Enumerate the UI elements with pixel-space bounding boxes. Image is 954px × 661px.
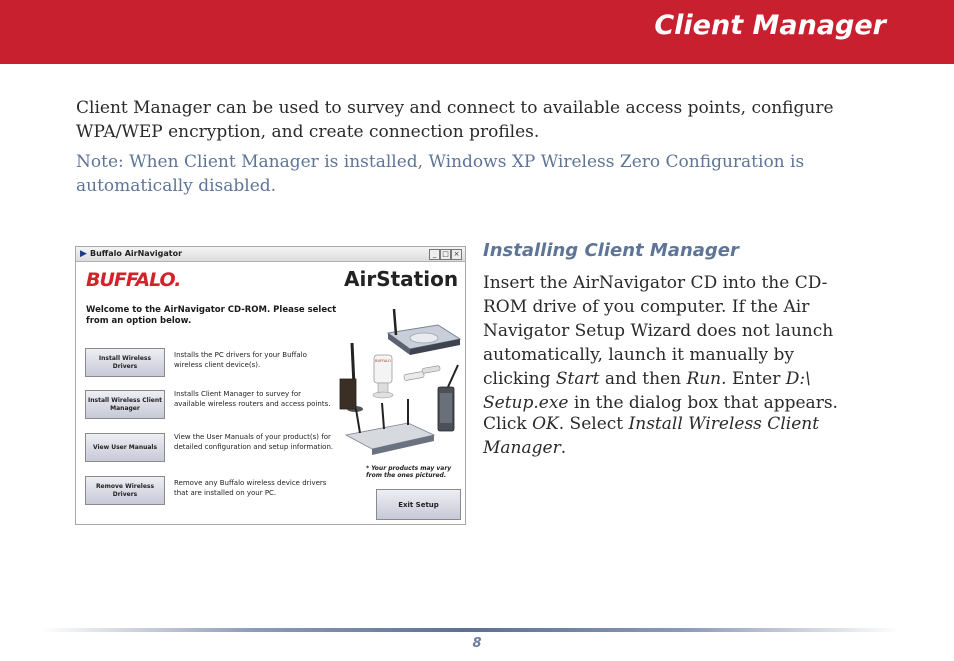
target-term: Install Wireless Client Manager <box>483 414 820 458</box>
footer-divider <box>40 628 900 632</box>
minimize-icon[interactable]: _ <box>429 249 440 260</box>
remove-wireless-drivers-button[interactable]: Remove Wireless Drivers <box>85 476 165 505</box>
note-paragraph: Note: When Client Manager is installed, Windows XP Wireless Zero Configuration is automatically disabled. <box>76 152 805 196</box>
page-title: Client Manager <box>654 10 886 41</box>
maximize-icon[interactable]: □ <box>440 249 451 260</box>
welcome-text: Welcome to the AirNavigator CD-ROM. Please select from an option below. <box>86 305 337 326</box>
view-user-manuals-button[interactable]: View User Manuals <box>85 433 165 462</box>
option-description: View the User Manuals of your product(s) for detailed configuration and setup information. <box>174 433 334 451</box>
page-number: 8 <box>472 636 482 651</box>
option-description: Installs the PC drivers for your Buffalo wireless client device(s). <box>174 351 307 369</box>
section-heading: Installing Client Manager <box>483 240 739 261</box>
close-icon[interactable]: × <box>451 249 462 260</box>
run-term: Run. <box>686 369 727 389</box>
install-instructions: Insert the AirNavigator CD into the CD-ROM drive of you computer. If the Air Navigator Setup Wizard does not launch automatically, launch it manually by clicking Start and then Run. Enter D:\ Setup.exe in the dialog box that appears. <box>483 273 838 413</box>
exit-setup-button[interactable]: Exit Setup <box>376 489 461 520</box>
click-instructions: Click OK. Select Install Wireless Client Manager. <box>483 414 820 458</box>
wireless-devices-image <box>338 295 464 465</box>
start-term: Start <box>555 369 600 389</box>
brand-logo: BUFFALO. <box>86 269 181 291</box>
option-description: Remove any Buffalo wireless device drivers that are installed on your PC. <box>174 479 327 497</box>
app-icon: ▶ <box>80 249 87 259</box>
install-wireless-drivers-button[interactable]: Install Wireless Drivers <box>85 348 165 377</box>
setup-path: D:\ Setup.exe <box>483 369 811 413</box>
airnavigator-screenshot <box>75 246 466 525</box>
intro-paragraph: Client Manager can be used to survey and connect to available access points, configure WPA/WEP encryption, and create connection profiles. <box>76 98 834 142</box>
ok-term: OK <box>532 414 559 434</box>
window-title: Buffalo AirNavigator <box>90 249 183 258</box>
disclaimer-text: * Your products may vary from the ones pictured. <box>366 465 452 479</box>
window-titlebar <box>76 247 465 262</box>
install-client-manager-button[interactable]: Install Wireless Client Manager <box>85 390 165 419</box>
header-bar <box>0 0 954 64</box>
product-logo: AirStation <box>344 267 459 291</box>
option-description: Installs Client Manager to survey for available wireless routers and access points. <box>174 390 331 408</box>
device-label: BUFFALO <box>375 359 391 363</box>
